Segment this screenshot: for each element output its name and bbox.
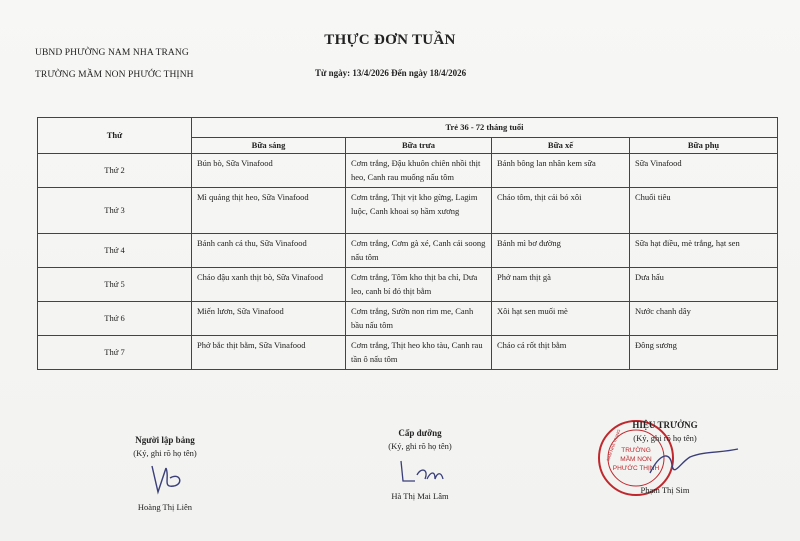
day-cell: Thứ 4	[38, 234, 192, 268]
preparer-name: Hoàng Thị Liên	[137, 502, 193, 512]
afternoon-meal-header: Bữa xế	[492, 138, 630, 154]
afternoon-meal-cell: Cháo cá rốt thịt bằm	[492, 336, 630, 370]
age-group-header: Trẻ 36 - 72 tháng tuổi	[192, 118, 778, 138]
svg-text:MẦM NON: MẦM NON	[620, 456, 652, 463]
day-cell: Thứ 5	[38, 268, 192, 302]
breakfast-cell: Mì quảng thịt heo, Sữa Vinafood	[192, 188, 346, 234]
snack-cell: Chuối tiêu	[630, 188, 778, 234]
menu-table	[37, 117, 778, 370]
afternoon-meal-cell: Bánh bông lan nhân kem sữa	[492, 154, 630, 188]
preparer-signature-block	[110, 435, 220, 512]
lunch-cell: Cơm trắng, Thịt heo kho tàu, Canh rau tần ô nấu tôm	[346, 336, 492, 370]
day-column-header: Thứ	[38, 118, 192, 154]
principal-signature	[610, 443, 720, 485]
cook-name: Hà Thị Mai Lâm	[391, 491, 449, 501]
cook-note: (Ký, ghi rõ họ tên)	[388, 441, 452, 451]
table-row	[38, 234, 778, 268]
signature-scribble-icon	[610, 443, 740, 485]
breakfast-cell: Cháo đậu xanh thịt bò, Sữa Vinafood	[192, 268, 346, 302]
afternoon-meal-cell: Bánh mì bơ đường	[492, 234, 630, 268]
cook-role: Cấp dưỡng	[398, 428, 442, 438]
afternoon-meal-cell: Phở nam thịt gà	[492, 268, 630, 302]
snack-cell: Dưa hấu	[630, 268, 778, 302]
snack-cell: Đông sương	[630, 336, 778, 370]
afternoon-meal-cell: Cháo tôm, thịt cải bó xôi	[492, 188, 630, 234]
lunch-header: Bữa trưa	[346, 138, 492, 154]
snack-cell: Sữa Vinafood	[630, 154, 778, 188]
snack-header: Bữa phụ	[630, 138, 778, 154]
day-cell: Thứ 6	[38, 302, 192, 336]
svg-text:NAM NHA TRANG: NAM NHA TRANG	[605, 428, 622, 462]
day-cell: Thứ 3	[38, 188, 192, 234]
table-row	[38, 302, 778, 336]
principal-role: HIỆU TRƯỞNG	[632, 420, 698, 430]
svg-text:TRƯỜNG: TRƯỜNG	[621, 447, 651, 454]
table-row	[38, 336, 778, 370]
preparer-signature	[110, 458, 220, 502]
breakfast-header: Bữa sáng	[192, 138, 346, 154]
lunch-cell: Cơm trắng, Cơm gà xé, Canh cải soong nấu tôm	[346, 234, 492, 268]
breakfast-cell: Phở bắc thịt bằm, Sữa Vinafood	[192, 336, 346, 370]
svg-text:PHƯỚC THỊNH: PHƯỚC THỊNH	[612, 465, 660, 472]
preparer-role: Người lập bảng	[135, 435, 195, 445]
preparer-note: (Ký, ghi rõ họ tên)	[133, 448, 197, 458]
breakfast-cell: Bún bò, Sữa Vinafood	[192, 154, 346, 188]
principal-name: Phạm Thị Sim	[640, 485, 690, 495]
day-cell: Thứ 7	[38, 336, 192, 370]
lunch-cell: Cơm trắng, Đậu khuôn chiên nhồi thịt heo, Canh rau muống nấu tôm	[346, 154, 492, 188]
day-cell: Thứ 2	[38, 154, 192, 188]
principal-signature-block	[610, 420, 720, 495]
date-range: Từ ngày: 13/4/2026 Đến ngày 18/4/2026	[315, 68, 467, 78]
lunch-cell: Cơm trắng, Tôm kho thịt ba chỉ, Dưa leo, canh bí đỏ thịt bằm	[346, 268, 492, 302]
table-row	[38, 268, 778, 302]
cook-signature-block	[365, 428, 475, 501]
page-title: THỰC ĐƠN TUẦN	[324, 32, 456, 48]
snack-cell: Nước chanh dây	[630, 302, 778, 336]
afternoon-meal-cell: Xôi hạt sen muối mè	[492, 302, 630, 336]
lunch-cell: Cơm trắng, Thịt vịt kho gừng, Lagim luộc, Canh khoai sọ hầm xương	[346, 188, 492, 234]
organization-header	[35, 42, 194, 86]
principal-note: (Ký, ghi rõ họ tên)	[633, 433, 697, 443]
org-line-2: TRƯỜNG MẦM NON PHƯỚC THỊNH	[35, 70, 194, 80]
table-row	[38, 154, 778, 188]
breakfast-cell: Bánh canh cá thu, Sữa Vinafood	[192, 234, 346, 268]
breakfast-cell: Miến lươn, Sữa Vinafood	[192, 302, 346, 336]
snack-cell: Sữa hạt điều, mè trắng, hạt sen	[630, 234, 778, 268]
lunch-cell: Cơm trắng, Sườn non rim me, Canh bầu nấu tôm	[346, 302, 492, 336]
table-row	[38, 188, 778, 234]
signature-scribble-icon	[393, 453, 453, 493]
org-line-1: UBND PHƯỜNG NAM NHA TRANG	[35, 48, 189, 58]
cook-signature	[365, 451, 475, 491]
signature-scribble-icon	[140, 458, 200, 502]
